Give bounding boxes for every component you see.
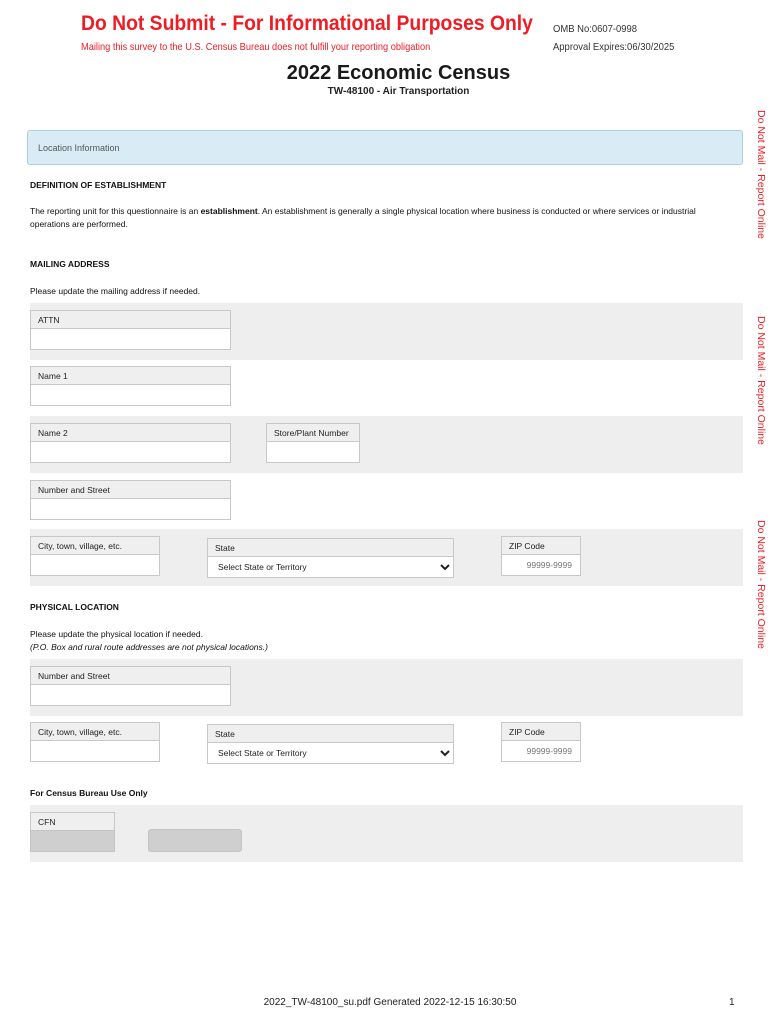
definition-text-start: The reporting unit for this questionnaire is an bbox=[30, 206, 201, 216]
mailing-heading: MAILING ADDRESS bbox=[30, 259, 110, 269]
name2-field bbox=[30, 423, 231, 463]
side-note-2: Do Not Mail - Report Online bbox=[755, 316, 767, 445]
cfn-value-box bbox=[30, 830, 115, 852]
mailing-state-label: State bbox=[207, 538, 454, 556]
form-id: TW-48100 - Air Transportation bbox=[327, 86, 470, 97]
physical-zip-label: ZIP Code bbox=[501, 722, 581, 740]
definition-text-end: . An establishment is generally a single physical location where business is conducted or where services or industrial operations are performed. bbox=[30, 206, 696, 229]
physical-instruction bbox=[30, 628, 268, 654]
omb-number: OMB No:0607-0998 bbox=[553, 23, 638, 35]
side-note-1: Do Not Mail - Report Online bbox=[755, 110, 767, 239]
warning-subtitle: Mailing this survey to the U.S. Census Bureau does not fulfill your reporting obligation bbox=[81, 41, 431, 53]
mailing-instruction: Please update the mailing address if needed. bbox=[30, 286, 201, 296]
physical-street-field bbox=[30, 666, 231, 706]
store-plant-label: Store/Plant Number bbox=[266, 423, 360, 441]
cfn-field bbox=[30, 812, 115, 852]
definition-heading: DEFINITION OF ESTABLISHMENT bbox=[30, 180, 167, 190]
approval-expiry: Approval Expires:06/30/2025 bbox=[553, 41, 675, 53]
mailing-zip-field bbox=[501, 536, 581, 576]
side-note-3: Do Not Mail - Report Online bbox=[755, 520, 767, 649]
mailing-state-field bbox=[207, 538, 454, 578]
mailing-street-label: Number and Street bbox=[30, 480, 231, 498]
mailing-city-field bbox=[30, 536, 160, 576]
physical-zip-input[interactable] bbox=[501, 740, 581, 762]
physical-state-field bbox=[207, 724, 454, 764]
name2-label: Name 2 bbox=[30, 423, 231, 441]
census-use-heading: For Census Bureau Use Only bbox=[30, 788, 148, 798]
physical-street-label: Number and Street bbox=[30, 666, 231, 684]
page-title: 2022 Economic Census bbox=[286, 62, 511, 84]
census-use-band bbox=[30, 805, 743, 862]
attn-input[interactable] bbox=[30, 328, 231, 350]
physical-city-label: City, town, village, etc. bbox=[30, 722, 160, 740]
definition-text bbox=[30, 205, 730, 231]
store-plant-field bbox=[266, 423, 360, 463]
physical-note: (P.O. Box and rural route addresses are not physical locations.) bbox=[30, 642, 268, 652]
store-plant-input[interactable] bbox=[266, 441, 360, 463]
warning-title: Do Not Submit - For Informational Purposes Only bbox=[81, 12, 533, 35]
physical-state-select[interactable] bbox=[207, 742, 454, 764]
attn-field bbox=[30, 310, 231, 350]
name2-input[interactable] bbox=[30, 441, 231, 463]
page-number: 1 bbox=[729, 997, 735, 1008]
name1-input[interactable] bbox=[30, 384, 231, 406]
location-info-label: Location Information bbox=[38, 143, 120, 153]
mailing-city-input[interactable] bbox=[30, 554, 160, 576]
footer-generated: 2022_TW-48100_su.pdf Generated 2022-12-15 16:30:50 bbox=[263, 997, 517, 1008]
census-use-grey-box bbox=[148, 829, 242, 852]
mailing-city-label: City, town, village, etc. bbox=[30, 536, 160, 554]
physical-city-field bbox=[30, 722, 160, 762]
physical-heading: PHYSICAL LOCATION bbox=[30, 602, 119, 612]
mailing-street-field bbox=[30, 480, 231, 520]
name1-field bbox=[30, 366, 231, 406]
physical-instruction-text: Please update the physical location if needed. bbox=[30, 629, 203, 639]
mailing-zip-label: ZIP Code bbox=[501, 536, 581, 554]
physical-state-label: State bbox=[207, 724, 454, 742]
name1-label: Name 1 bbox=[30, 366, 231, 384]
cfn-label: CFN bbox=[30, 812, 115, 830]
mailing-zip-input[interactable] bbox=[501, 554, 581, 576]
physical-city-input[interactable] bbox=[30, 740, 160, 762]
physical-street-input[interactable] bbox=[30, 684, 231, 706]
definition-bold-word: establishment bbox=[200, 206, 258, 216]
location-info-banner bbox=[27, 130, 743, 165]
attn-label: ATTN bbox=[30, 310, 231, 328]
mailing-street-input[interactable] bbox=[30, 498, 231, 520]
mailing-state-select[interactable] bbox=[207, 556, 454, 578]
physical-zip-field bbox=[501, 722, 581, 762]
